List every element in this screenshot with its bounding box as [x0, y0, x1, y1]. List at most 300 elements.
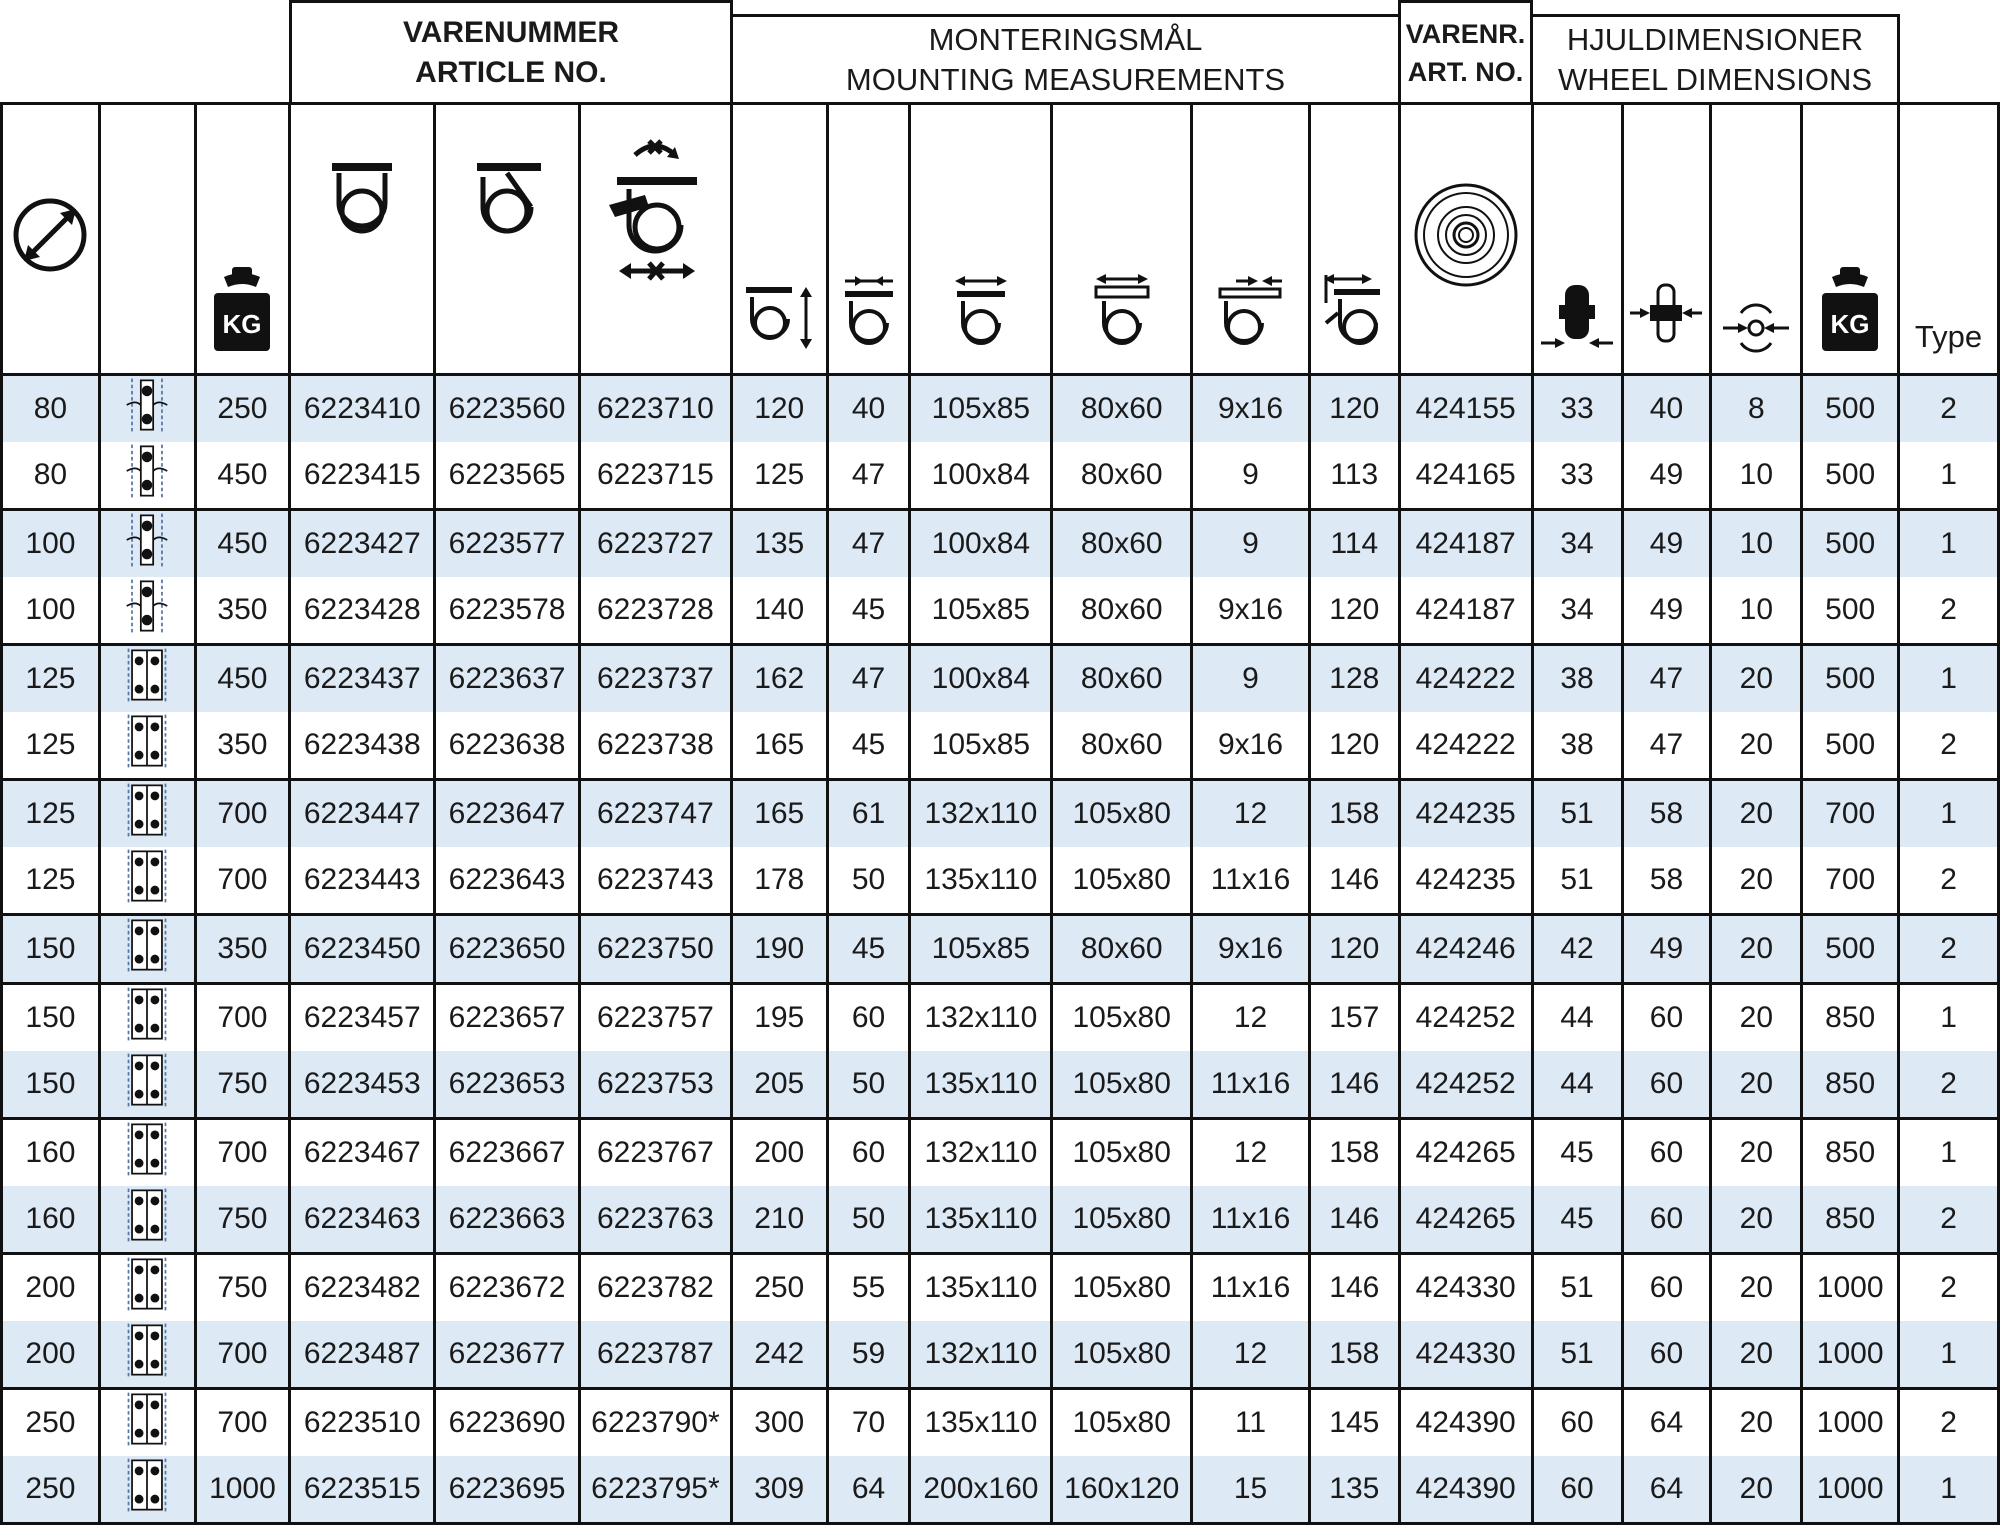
cell-wheel-load: 500	[1802, 915, 1899, 984]
cell-wheel-load: 500	[1802, 442, 1899, 510]
cell-tread-width: 60	[1532, 1456, 1622, 1524]
cell-tread-width: 38	[1532, 645, 1622, 713]
cell-load-capacity: 700	[195, 1321, 290, 1389]
col-art-brake	[579, 104, 731, 375]
cell-art-swivel: 6223653	[435, 1051, 580, 1119]
cell-offset: 60	[827, 984, 910, 1052]
cell-wheel-load: 850	[1802, 984, 1899, 1052]
cell-wheel-load: 500	[1802, 375, 1899, 443]
cell-hole-size: 11x16	[1192, 1186, 1310, 1254]
header-line2: ART. NO.	[1407, 56, 1524, 87]
cell-load-capacity: 250	[195, 375, 290, 443]
cell-swivel-radius: 158	[1309, 1119, 1399, 1187]
cell-hole-size: 12	[1192, 1119, 1310, 1187]
cell-hub-length: 47	[1622, 712, 1711, 780]
cell-hub-length: 49	[1622, 442, 1711, 510]
cell-height: 250	[731, 1254, 827, 1322]
icon-header-row	[2, 104, 1999, 375]
cell-diameter: 100	[2, 510, 100, 578]
cell-height: 195	[731, 984, 827, 1052]
cell-plate: 132x110	[910, 1119, 1052, 1187]
cell-hub-length: 58	[1622, 847, 1711, 915]
cell-axle: 20	[1711, 847, 1802, 915]
table-row	[2, 1186, 1999, 1254]
bearing-double-icon	[125, 917, 169, 973]
cell-swivel-radius: 158	[1309, 1321, 1399, 1389]
cell-art-brake: 6223743	[579, 847, 731, 915]
cell-offset: 47	[827, 645, 910, 713]
cell-bearing	[99, 1254, 195, 1322]
header-group-wheel-art	[1398, 0, 1533, 102]
cell-height: 242	[731, 1321, 827, 1389]
cell-diameter: 125	[2, 847, 100, 915]
header-line1: VARENUMMER	[402, 15, 620, 49]
cell-tread-width: 44	[1532, 1051, 1622, 1119]
cell-art-brake: 6223763	[579, 1186, 731, 1254]
cell-swivel-radius: 120	[1309, 577, 1399, 645]
cell-wheel-art: 424155	[1399, 375, 1532, 443]
cell-diameter: 200	[2, 1254, 100, 1322]
cell-wheel-load: 850	[1802, 1119, 1899, 1187]
col-axle	[1711, 104, 1802, 375]
cell-art-fixed: 6223450	[290, 915, 435, 984]
header-line2: ARTICLE NO.	[415, 55, 607, 89]
cell-load-capacity: 350	[195, 712, 290, 780]
cell-bolt-hole: 160x120	[1052, 1456, 1192, 1524]
type-header: Type	[1914, 319, 1983, 354]
cell-art-brake: 6223757	[579, 984, 731, 1052]
cell-load-capacity: 750	[195, 1186, 290, 1254]
cell-bolt-hole: 105x80	[1052, 1119, 1192, 1187]
bearing-double-icon	[125, 986, 169, 1042]
cell-bearing	[99, 847, 195, 915]
cell-hole-size: 15	[1192, 1456, 1310, 1524]
cell-bearing	[99, 442, 195, 510]
cell-axle: 20	[1711, 984, 1802, 1052]
cell-hole-size: 12	[1192, 984, 1310, 1052]
cell-art-swivel: 6223578	[435, 577, 580, 645]
cell-hole-size: 9	[1192, 645, 1310, 713]
cell-axle: 20	[1711, 1389, 1802, 1457]
height-dimension-icon	[744, 283, 814, 353]
cell-art-swivel: 6223672	[435, 1254, 580, 1322]
cell-wheel-art: 424330	[1399, 1321, 1532, 1389]
swivel-brake-castor-icon	[605, 135, 705, 285]
table-row	[2, 915, 1999, 984]
cell-hub-length: 60	[1622, 1254, 1711, 1322]
svg-text:KG: KG	[1830, 309, 1870, 339]
cell-art-fixed: 6223415	[290, 442, 435, 510]
cell-axle: 20	[1711, 780, 1802, 848]
cell-load-capacity: 750	[195, 1254, 290, 1322]
cell-bolt-hole: 105x80	[1052, 847, 1192, 915]
cell-wheel-art: 424252	[1399, 984, 1532, 1052]
cell-tread-width: 44	[1532, 984, 1622, 1052]
plate-dimension-icon	[953, 273, 1009, 353]
cell-wheel-load: 1000	[1802, 1254, 1899, 1322]
cell-load-capacity: 700	[195, 984, 290, 1052]
cell-type: 1	[1899, 510, 1999, 578]
cell-bolt-hole: 105x80	[1052, 1051, 1192, 1119]
cell-plate: 135x110	[910, 1051, 1052, 1119]
cell-diameter: 100	[2, 577, 100, 645]
cell-wheel-load: 500	[1802, 645, 1899, 713]
cell-bearing	[99, 375, 195, 443]
cell-art-swivel: 6223677	[435, 1321, 580, 1389]
cell-art-brake: 6223727	[579, 510, 731, 578]
cell-height: 200	[731, 1119, 827, 1187]
cell-type: 1	[1899, 645, 1999, 713]
cell-hub-length: 60	[1622, 1321, 1711, 1389]
cell-hole-size: 9	[1192, 442, 1310, 510]
cell-tread-width: 51	[1532, 780, 1622, 848]
cell-hub-length: 58	[1622, 780, 1711, 848]
cell-offset: 47	[827, 510, 910, 578]
cell-bolt-hole: 105x80	[1052, 1389, 1192, 1457]
swivel-radius-icon	[1322, 273, 1386, 353]
cell-axle: 20	[1711, 712, 1802, 780]
cell-art-brake: 6223782	[579, 1254, 731, 1322]
cell-load-capacity: 450	[195, 645, 290, 713]
cell-offset: 40	[827, 375, 910, 443]
cell-tread-width: 33	[1532, 442, 1622, 510]
fixed-castor-icon	[327, 163, 397, 243]
cell-plate: 132x110	[910, 1321, 1052, 1389]
cell-offset: 50	[827, 1186, 910, 1254]
cell-wheel-load: 1000	[1802, 1389, 1899, 1457]
cell-tread-width: 33	[1532, 375, 1622, 443]
cell-art-swivel: 6223667	[435, 1119, 580, 1187]
cell-art-brake: 6223787	[579, 1321, 731, 1389]
cell-axle: 10	[1711, 577, 1802, 645]
cell-bearing	[99, 1389, 195, 1457]
table-row	[2, 510, 1999, 578]
cell-hub-length: 49	[1622, 915, 1711, 984]
cell-tread-width: 51	[1532, 847, 1622, 915]
cell-art-fixed: 6223447	[290, 780, 435, 848]
cell-art-fixed: 6223453	[290, 1051, 435, 1119]
cell-load-capacity: 700	[195, 1389, 290, 1457]
cell-hole-size: 9	[1192, 510, 1310, 578]
cell-art-swivel: 6223577	[435, 510, 580, 578]
cell-hole-size: 11x16	[1192, 847, 1310, 915]
bolt-hole-dimension-icon	[1092, 273, 1152, 353]
cell-hole-size: 9x16	[1192, 915, 1310, 984]
cell-offset: 70	[827, 1389, 910, 1457]
cell-art-swivel: 6223657	[435, 984, 580, 1052]
cell-axle: 10	[1711, 510, 1802, 578]
col-height	[731, 104, 827, 375]
col-hub-length	[1622, 104, 1711, 375]
cell-load-capacity: 1000	[195, 1456, 290, 1524]
cell-height: 205	[731, 1051, 827, 1119]
cell-type: 1	[1899, 442, 1999, 510]
cell-wheel-art: 424235	[1399, 847, 1532, 915]
cell-bearing	[99, 712, 195, 780]
col-wheel-art	[1399, 104, 1532, 375]
cell-offset: 50	[827, 847, 910, 915]
cell-axle: 20	[1711, 1186, 1802, 1254]
cell-art-fixed: 6223437	[290, 645, 435, 713]
cell-axle: 20	[1711, 1254, 1802, 1322]
cell-diameter: 125	[2, 780, 100, 848]
cell-offset: 55	[827, 1254, 910, 1322]
cell-wheel-load: 1000	[1802, 1456, 1899, 1524]
cell-tread-width: 45	[1532, 1186, 1622, 1254]
cell-tread-width: 38	[1532, 712, 1622, 780]
cell-plate: 132x110	[910, 780, 1052, 848]
col-tread-width	[1532, 104, 1622, 375]
cell-type: 2	[1899, 915, 1999, 984]
cell-hole-size: 12	[1192, 780, 1310, 848]
cell-type: 2	[1899, 375, 1999, 443]
cell-plate: 100x84	[910, 510, 1052, 578]
diameter-icon	[10, 195, 90, 275]
cell-swivel-radius: 145	[1309, 1389, 1399, 1457]
cell-type: 1	[1899, 780, 1999, 848]
cell-wheel-art: 424330	[1399, 1254, 1532, 1322]
cell-hub-length: 64	[1622, 1389, 1711, 1457]
cell-offset: 47	[827, 442, 910, 510]
kg-weight-icon	[210, 267, 274, 353]
cell-swivel-radius: 157	[1309, 984, 1399, 1052]
table-row	[2, 1254, 1999, 1322]
cell-bearing	[99, 1456, 195, 1524]
cell-wheel-art: 424390	[1399, 1389, 1532, 1457]
cell-art-fixed: 6223427	[290, 510, 435, 578]
cell-bearing	[99, 645, 195, 713]
cell-bolt-hole: 80x60	[1052, 915, 1192, 984]
cell-wheel-art: 424390	[1399, 1456, 1532, 1524]
table-row	[2, 442, 1999, 510]
col-art-fixed	[290, 104, 435, 375]
cell-plate: 105x85	[910, 375, 1052, 443]
cell-bearing	[99, 510, 195, 578]
cell-tread-width: 51	[1532, 1321, 1622, 1389]
bearing-double-icon	[125, 713, 169, 769]
cell-axle: 20	[1711, 1321, 1802, 1389]
cell-height: 165	[731, 712, 827, 780]
cell-art-fixed: 6223510	[290, 1389, 435, 1457]
cell-load-capacity: 700	[195, 780, 290, 848]
cell-type: 1	[1899, 1119, 1999, 1187]
cell-bearing	[99, 915, 195, 984]
cell-swivel-radius: 135	[1309, 1456, 1399, 1524]
cell-art-brake: 6223753	[579, 1051, 731, 1119]
table-row	[2, 1321, 1999, 1389]
cell-bearing	[99, 1321, 195, 1389]
cell-swivel-radius: 158	[1309, 780, 1399, 848]
bearing-double-icon	[125, 1322, 169, 1378]
cell-art-swivel: 6223690	[435, 1389, 580, 1457]
cell-hub-length: 60	[1622, 1186, 1711, 1254]
cell-offset: 45	[827, 577, 910, 645]
cell-height: 140	[731, 577, 827, 645]
col-type	[1899, 104, 1999, 375]
table-row	[2, 984, 1999, 1052]
cell-offset: 45	[827, 712, 910, 780]
cell-hub-length: 60	[1622, 984, 1711, 1052]
tread-width-icon	[1539, 283, 1615, 353]
cell-art-fixed: 6223467	[290, 1119, 435, 1187]
cell-diameter: 160	[2, 1186, 100, 1254]
cell-art-brake: 6223738	[579, 712, 731, 780]
header-line1: MONTERINGSMÅL	[928, 21, 1203, 57]
col-bearing	[99, 104, 195, 375]
table-row	[2, 577, 1999, 645]
cell-diameter: 160	[2, 1119, 100, 1187]
cell-swivel-radius: 146	[1309, 1186, 1399, 1254]
cell-bolt-hole: 105x80	[1052, 1321, 1192, 1389]
bearing-single-icon	[125, 377, 169, 433]
cell-art-fixed: 6223515	[290, 1456, 435, 1524]
cell-swivel-radius: 146	[1309, 1254, 1399, 1322]
header-group-article	[289, 0, 733, 102]
cell-axle: 20	[1711, 1456, 1802, 1524]
cell-art-fixed: 6223463	[290, 1186, 435, 1254]
bearing-single-icon	[125, 512, 169, 568]
cell-art-brake: 6223710	[579, 375, 731, 443]
cell-diameter: 80	[2, 442, 100, 510]
cell-wheel-load: 500	[1802, 577, 1899, 645]
bearing-double-icon	[125, 1052, 169, 1108]
cell-type: 1	[1899, 1321, 1999, 1389]
cell-hole-size: 11x16	[1192, 1051, 1310, 1119]
cell-type: 2	[1899, 847, 1999, 915]
cell-bolt-hole: 105x80	[1052, 780, 1192, 848]
cell-hub-length: 60	[1622, 1119, 1711, 1187]
cell-bolt-hole: 105x80	[1052, 1186, 1192, 1254]
cell-bolt-hole: 105x80	[1052, 984, 1192, 1052]
product-table	[0, 102, 2000, 1525]
bearing-double-icon	[125, 1457, 169, 1513]
cell-height: 135	[731, 510, 827, 578]
table-row	[2, 712, 1999, 780]
cell-bolt-hole: 80x60	[1052, 510, 1192, 578]
cell-load-capacity: 350	[195, 577, 290, 645]
cell-tread-width: 42	[1532, 915, 1622, 984]
cell-art-brake: 6223790*	[579, 1389, 731, 1457]
cell-plate: 200x160	[910, 1456, 1052, 1524]
cell-art-swivel: 6223663	[435, 1186, 580, 1254]
col-plate	[910, 104, 1052, 375]
cell-wheel-art: 424165	[1399, 442, 1532, 510]
cell-art-swivel: 6223647	[435, 780, 580, 848]
cell-wheel-art: 424222	[1399, 645, 1532, 713]
cell-swivel-radius: 128	[1309, 645, 1399, 713]
table-row	[2, 1119, 1999, 1187]
hub-length-icon	[1628, 283, 1704, 353]
cell-type: 2	[1899, 1254, 1999, 1322]
bearing-double-icon	[125, 848, 169, 904]
cell-height: 309	[731, 1456, 827, 1524]
cell-art-swivel: 6223565	[435, 442, 580, 510]
cell-type: 2	[1899, 1389, 1999, 1457]
cell-bolt-hole: 105x80	[1052, 1254, 1192, 1322]
cell-load-capacity: 450	[195, 510, 290, 578]
cell-wheel-load: 700	[1802, 780, 1899, 848]
cell-diameter: 80	[2, 375, 100, 443]
cell-bearing	[99, 1186, 195, 1254]
cell-diameter: 125	[2, 645, 100, 713]
cell-plate: 100x84	[910, 645, 1052, 713]
cell-tread-width: 51	[1532, 1254, 1622, 1322]
cell-art-fixed: 6223443	[290, 847, 435, 915]
cell-tread-width: 34	[1532, 510, 1622, 578]
cell-tread-width: 60	[1532, 1389, 1622, 1457]
kg-weight-icon	[1818, 267, 1882, 353]
cell-bearing	[99, 1051, 195, 1119]
cell-diameter: 125	[2, 712, 100, 780]
cell-hub-length: 49	[1622, 510, 1711, 578]
cell-wheel-art: 424265	[1399, 1119, 1532, 1187]
cell-art-fixed: 6223482	[290, 1254, 435, 1322]
cell-hub-length: 40	[1622, 375, 1711, 443]
table-row	[2, 645, 1999, 713]
cell-art-brake: 6223750	[579, 915, 731, 984]
cell-wheel-art: 424187	[1399, 510, 1532, 578]
cell-bolt-hole: 80x60	[1052, 645, 1192, 713]
cell-plate: 100x84	[910, 442, 1052, 510]
cell-diameter: 150	[2, 984, 100, 1052]
cell-offset: 50	[827, 1051, 910, 1119]
table-row	[2, 1389, 1999, 1457]
cell-load-capacity: 450	[195, 442, 290, 510]
header-group-mounting	[730, 14, 1401, 102]
bearing-double-icon	[125, 782, 169, 838]
cell-art-fixed: 6223438	[290, 712, 435, 780]
cell-art-swivel: 6223638	[435, 712, 580, 780]
cell-axle: 20	[1711, 645, 1802, 713]
wheel-front-icon	[1411, 180, 1521, 290]
header-group-wheel-dims	[1530, 14, 1900, 102]
cell-hole-size: 11x16	[1192, 1254, 1310, 1322]
cell-height: 120	[731, 375, 827, 443]
cell-wheel-load: 500	[1802, 712, 1899, 780]
col-diameter	[2, 104, 100, 375]
cell-hole-size: 9x16	[1192, 375, 1310, 443]
cell-wheel-art: 424187	[1399, 577, 1532, 645]
header-line1: VARENR.	[1405, 18, 1526, 49]
cell-type: 2	[1899, 1186, 1999, 1254]
cell-wheel-load: 1000	[1802, 1321, 1899, 1389]
cell-bolt-hole: 80x60	[1052, 375, 1192, 443]
cell-swivel-radius: 114	[1309, 510, 1399, 578]
cell-swivel-radius: 120	[1309, 375, 1399, 443]
cell-diameter: 250	[2, 1456, 100, 1524]
table-row	[2, 847, 1999, 915]
cell-art-swivel: 6223637	[435, 645, 580, 713]
cell-axle: 10	[1711, 442, 1802, 510]
cell-height: 165	[731, 780, 827, 848]
cell-plate: 135x110	[910, 1254, 1052, 1322]
cell-art-fixed: 6223457	[290, 984, 435, 1052]
cell-hub-length: 49	[1622, 577, 1711, 645]
cell-diameter: 200	[2, 1321, 100, 1389]
swivel-castor-icon	[467, 163, 547, 243]
cell-plate: 135x110	[910, 1186, 1052, 1254]
cell-wheel-load: 850	[1802, 1186, 1899, 1254]
col-bolt-hole	[1052, 104, 1192, 375]
cell-plate: 105x85	[910, 915, 1052, 984]
cell-diameter: 150	[2, 915, 100, 984]
cell-type: 1	[1899, 984, 1999, 1052]
cell-offset: 60	[827, 1119, 910, 1187]
cell-height: 190	[731, 915, 827, 984]
bearing-single-icon	[125, 578, 169, 634]
cell-diameter: 250	[2, 1389, 100, 1457]
cell-load-capacity: 750	[195, 1051, 290, 1119]
